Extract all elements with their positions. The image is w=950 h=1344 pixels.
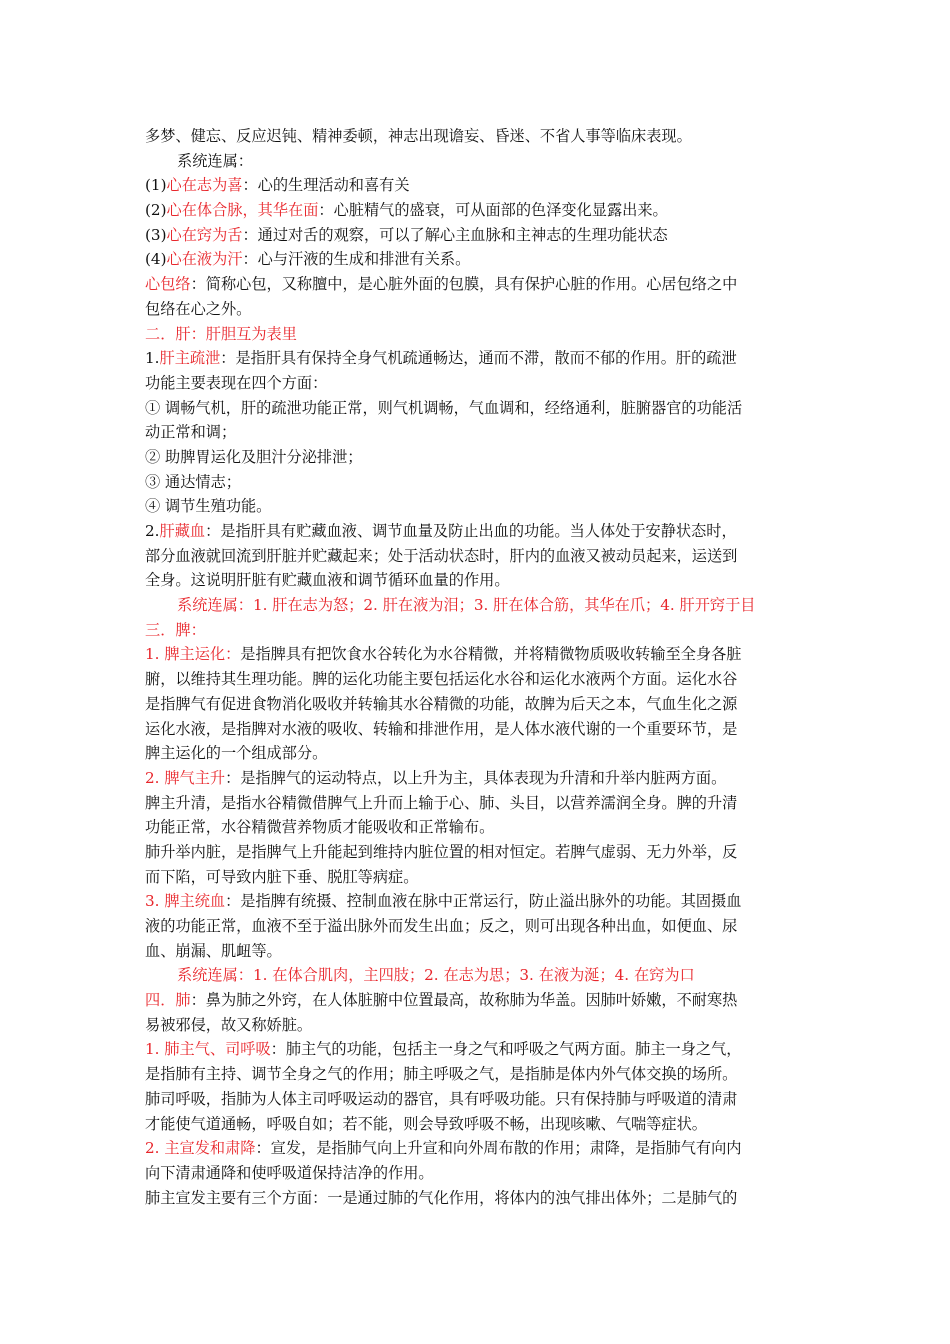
body-text: 而下陷，可导致内脏下垂、脱肛等病症。 (145, 867, 419, 886)
body-text: ：简称心包，又称膻中，是心脏外面的包膜，具有保护心脏的作用。心居包络之中 (190, 275, 738, 294)
text-line (145, 247, 810, 272)
body-text: 易被邪侵，故又称娇脏。 (145, 1015, 313, 1034)
text-line (145, 1112, 810, 1137)
highlighted-term: 心在液为汗 (166, 250, 243, 269)
highlighted-term: 肝主疏泄 (159, 349, 221, 368)
highlighted-term: 2. 主宣发和肃降 (145, 1139, 256, 1158)
text-line (145, 1186, 810, 1211)
highlighted-term: 3. 脾主统血 (145, 892, 226, 911)
body-text: ：心脏精气的盛衰，可从面部的色泽变化显露出来。 (318, 201, 668, 220)
body-text: 功能主要表现在四个方面： (145, 373, 328, 392)
body-text: 运化水液，是指脾对水液的吸收、转输和排泄作用，是人体水液代谢的一个重要环节，是 (145, 719, 738, 738)
text-line (145, 198, 810, 223)
highlighted-term: 四．肺 (145, 991, 191, 1010)
body-text: (2) (145, 201, 167, 220)
text-line (145, 297, 810, 322)
text-line (145, 1161, 810, 1186)
body-text: 向下清肃通降和使呼吸道保持洁净的作用。 (145, 1163, 434, 1182)
text-line (145, 766, 810, 791)
body-text: 是指脾气有促进食物消化吸收并转输其水谷精微的功能，故脾为后天之本，气血生化之源 (145, 694, 738, 713)
text-line (145, 791, 810, 816)
text-line (145, 692, 810, 717)
body-text: ：是指脾气的运动特点，以上升为主，具体表现为升清和升举内脏两方面。 (225, 768, 727, 787)
text-line (145, 988, 810, 1013)
body-text: 是指脾具有把饮食水谷转化为水谷精微，并将精微物质吸收转输至全身各脏 (240, 645, 742, 664)
text-line (145, 1013, 810, 1038)
text-line (145, 396, 810, 421)
body-text: 是指肺有主持、调节全身之气的作用；肺主呼吸之气，是指肺是体内外气体交换的场所。 (145, 1065, 738, 1084)
body-text: 部分血液就回流到肝脏并贮藏起来；处于活动状态时，肝内的血液又被动员起来，运送到 (145, 546, 738, 565)
body-text: 液的功能正常，血液不至于溢出脉外而发生出血；反之，则可出现各种出血，如便血、尿 (145, 917, 738, 935)
text-line (145, 815, 810, 840)
body-text: 血、崩漏、肌衄等。 (145, 941, 282, 960)
body-text: ② 助脾胃运化及胆汁分泌排泄； (145, 447, 363, 466)
body-text: (4) (145, 250, 167, 269)
body-text: ：心的生理活动和喜有关 (242, 176, 410, 195)
text-line (145, 223, 810, 248)
text-line (145, 840, 810, 865)
body-text: 动正常和调； (145, 423, 237, 442)
body-text: 脾主运化的一个组成部分。 (145, 744, 328, 763)
text-line (145, 494, 810, 519)
body-text: ：是指肝具有保持全身气机疏通畅达，通而不滞，散而不郁的作用。肝的疏泄 (220, 349, 737, 368)
text-line (145, 346, 810, 371)
text-line (145, 272, 810, 297)
body-text: ① 调畅气机，肝的疏泄功能正常，则气机调畅，气血调和，经络通利，脏腑器官的功能活 (145, 398, 743, 417)
text-line (145, 667, 810, 692)
text-line (145, 593, 810, 618)
text-line (145, 1062, 810, 1087)
text-line (145, 445, 810, 470)
body-text: (3) (145, 225, 167, 244)
body-text: ：是指脾有统摄、控制血液在脉中正常运行，防止溢出脉外的功能。其固摄血 (225, 892, 742, 911)
text-line (145, 1037, 810, 1062)
text-line (145, 717, 810, 742)
body-text: 肺升举内脏，是指脾气上升能起到维持内脏位置的相对恒定。若脾气虚弱、无力外举，反 (145, 842, 738, 861)
text-line (145, 420, 810, 445)
text-line (145, 741, 810, 766)
text-line (145, 519, 810, 544)
body-text: ：宣发，是指肺气向上升宣和向外周布散的作用；肃降，是指肺气有向内 (255, 1139, 742, 1158)
highlighted-term: 系统连属：1. 在体合肌肉，主四肢；2. 在志为思；3. 在液为涎；4. 在窍为口 (177, 966, 695, 985)
text-line (145, 865, 810, 890)
text-line (145, 149, 810, 174)
text-line (145, 889, 810, 914)
highlighted-term: 心在体合脉，其华在面 (166, 201, 319, 220)
body-text: ③ 通达情志； (145, 472, 241, 491)
body-text: 脾主升清，是指水谷精微借脾气上升而上输于心、肺、头目，以营养濡润全身。脾的升清 (145, 793, 738, 812)
text-line (145, 371, 810, 396)
highlighted-term: 心在志为喜 (166, 176, 243, 195)
body-text: ：通过对舌的观察，可以了解心主血脉和主神志的生理功能状态 (242, 225, 668, 244)
body-text: ：鼻为肺之外窍，在人体脏腑中位置最高，故称肺为华盖。因肺叶娇嫩，不耐寒热 (190, 991, 738, 1010)
body-text: 2. (145, 522, 160, 540)
body-text: 系统连属： (177, 151, 253, 170)
text-line (145, 939, 810, 964)
highlighted-term: 心包络 (145, 275, 191, 294)
body-text: 肺主宣发主要有三个方面：一是通过肺的气化作用，将体内的浊气排出体外；二是肺气的 (145, 1188, 738, 1207)
text-line (145, 642, 810, 667)
text-line (145, 1087, 810, 1112)
body-text: 功能正常，水谷精微营养物质才能吸收和正常输布。 (145, 818, 495, 837)
body-text: 全身。这说明肝脏有贮藏血液和调节循环血量的作用。 (145, 571, 510, 590)
text-line (145, 173, 810, 198)
text-line (145, 470, 810, 495)
body-text: 腑，以维持其生理功能。脾的运化功能主要包括运化水谷和运化水液两个方面。运化水谷 (145, 670, 738, 689)
text-line (145, 618, 810, 643)
text-line (145, 914, 810, 939)
highlighted-term: 系统连属：1. 肝在志为怒；2. 肝在液为泪；3. 肝在体合筋，其华在爪；4. 肝开窍于目 (177, 596, 756, 615)
body-text: (1) (145, 176, 167, 195)
highlighted-term: 心在窍为舌 (166, 225, 243, 244)
highlighted-term: 1. 肺主气、司呼吸 (145, 1040, 271, 1059)
highlighted-term: 二．肝：肝胆互为表里 (145, 324, 297, 343)
text-line (145, 124, 810, 149)
body-text: ：是指肝具有贮藏血液、调节血量及防止出血的功能。当人体处于安静状态时， (205, 522, 737, 540)
text-line (145, 568, 810, 593)
body-text: 包络在心之外。 (145, 299, 252, 318)
body-text: ④ 调节生殖功能。 (145, 497, 272, 516)
highlighted-term: 肝藏血 (159, 522, 206, 540)
body-text: 才能使气道通畅，呼吸自如；若不能，则会导致呼吸不畅，出现咳嗽、气喘等症状。 (145, 1114, 707, 1133)
highlighted-term: 三．脾： (145, 620, 206, 639)
text-line (145, 1136, 810, 1161)
text-line (145, 963, 810, 988)
text-line (145, 544, 810, 569)
body-text: ：肺主气的功能，包括主一身之气和呼吸之气两方面。肺主一身之气， (270, 1040, 742, 1059)
text-line (145, 322, 810, 347)
body-text: 1. (145, 349, 160, 368)
highlighted-term: 2. 脾气主升 (145, 768, 226, 787)
body-text: ：心与汗液的生成和排泄有关系。 (242, 250, 471, 269)
highlighted-term: 1. 脾主运化： (145, 645, 241, 664)
document-page (145, 124, 810, 1210)
body-text: 多梦、健忘、反应迟钝、精神委顿，神志出现谵妄、昏迷、不省人事等临床表现。 (145, 127, 692, 145)
body-text: 肺司呼吸，指肺为人体主司呼吸运动的器官，具有呼吸功能。只有保持肺与呼吸道的清肃 (145, 1089, 738, 1108)
